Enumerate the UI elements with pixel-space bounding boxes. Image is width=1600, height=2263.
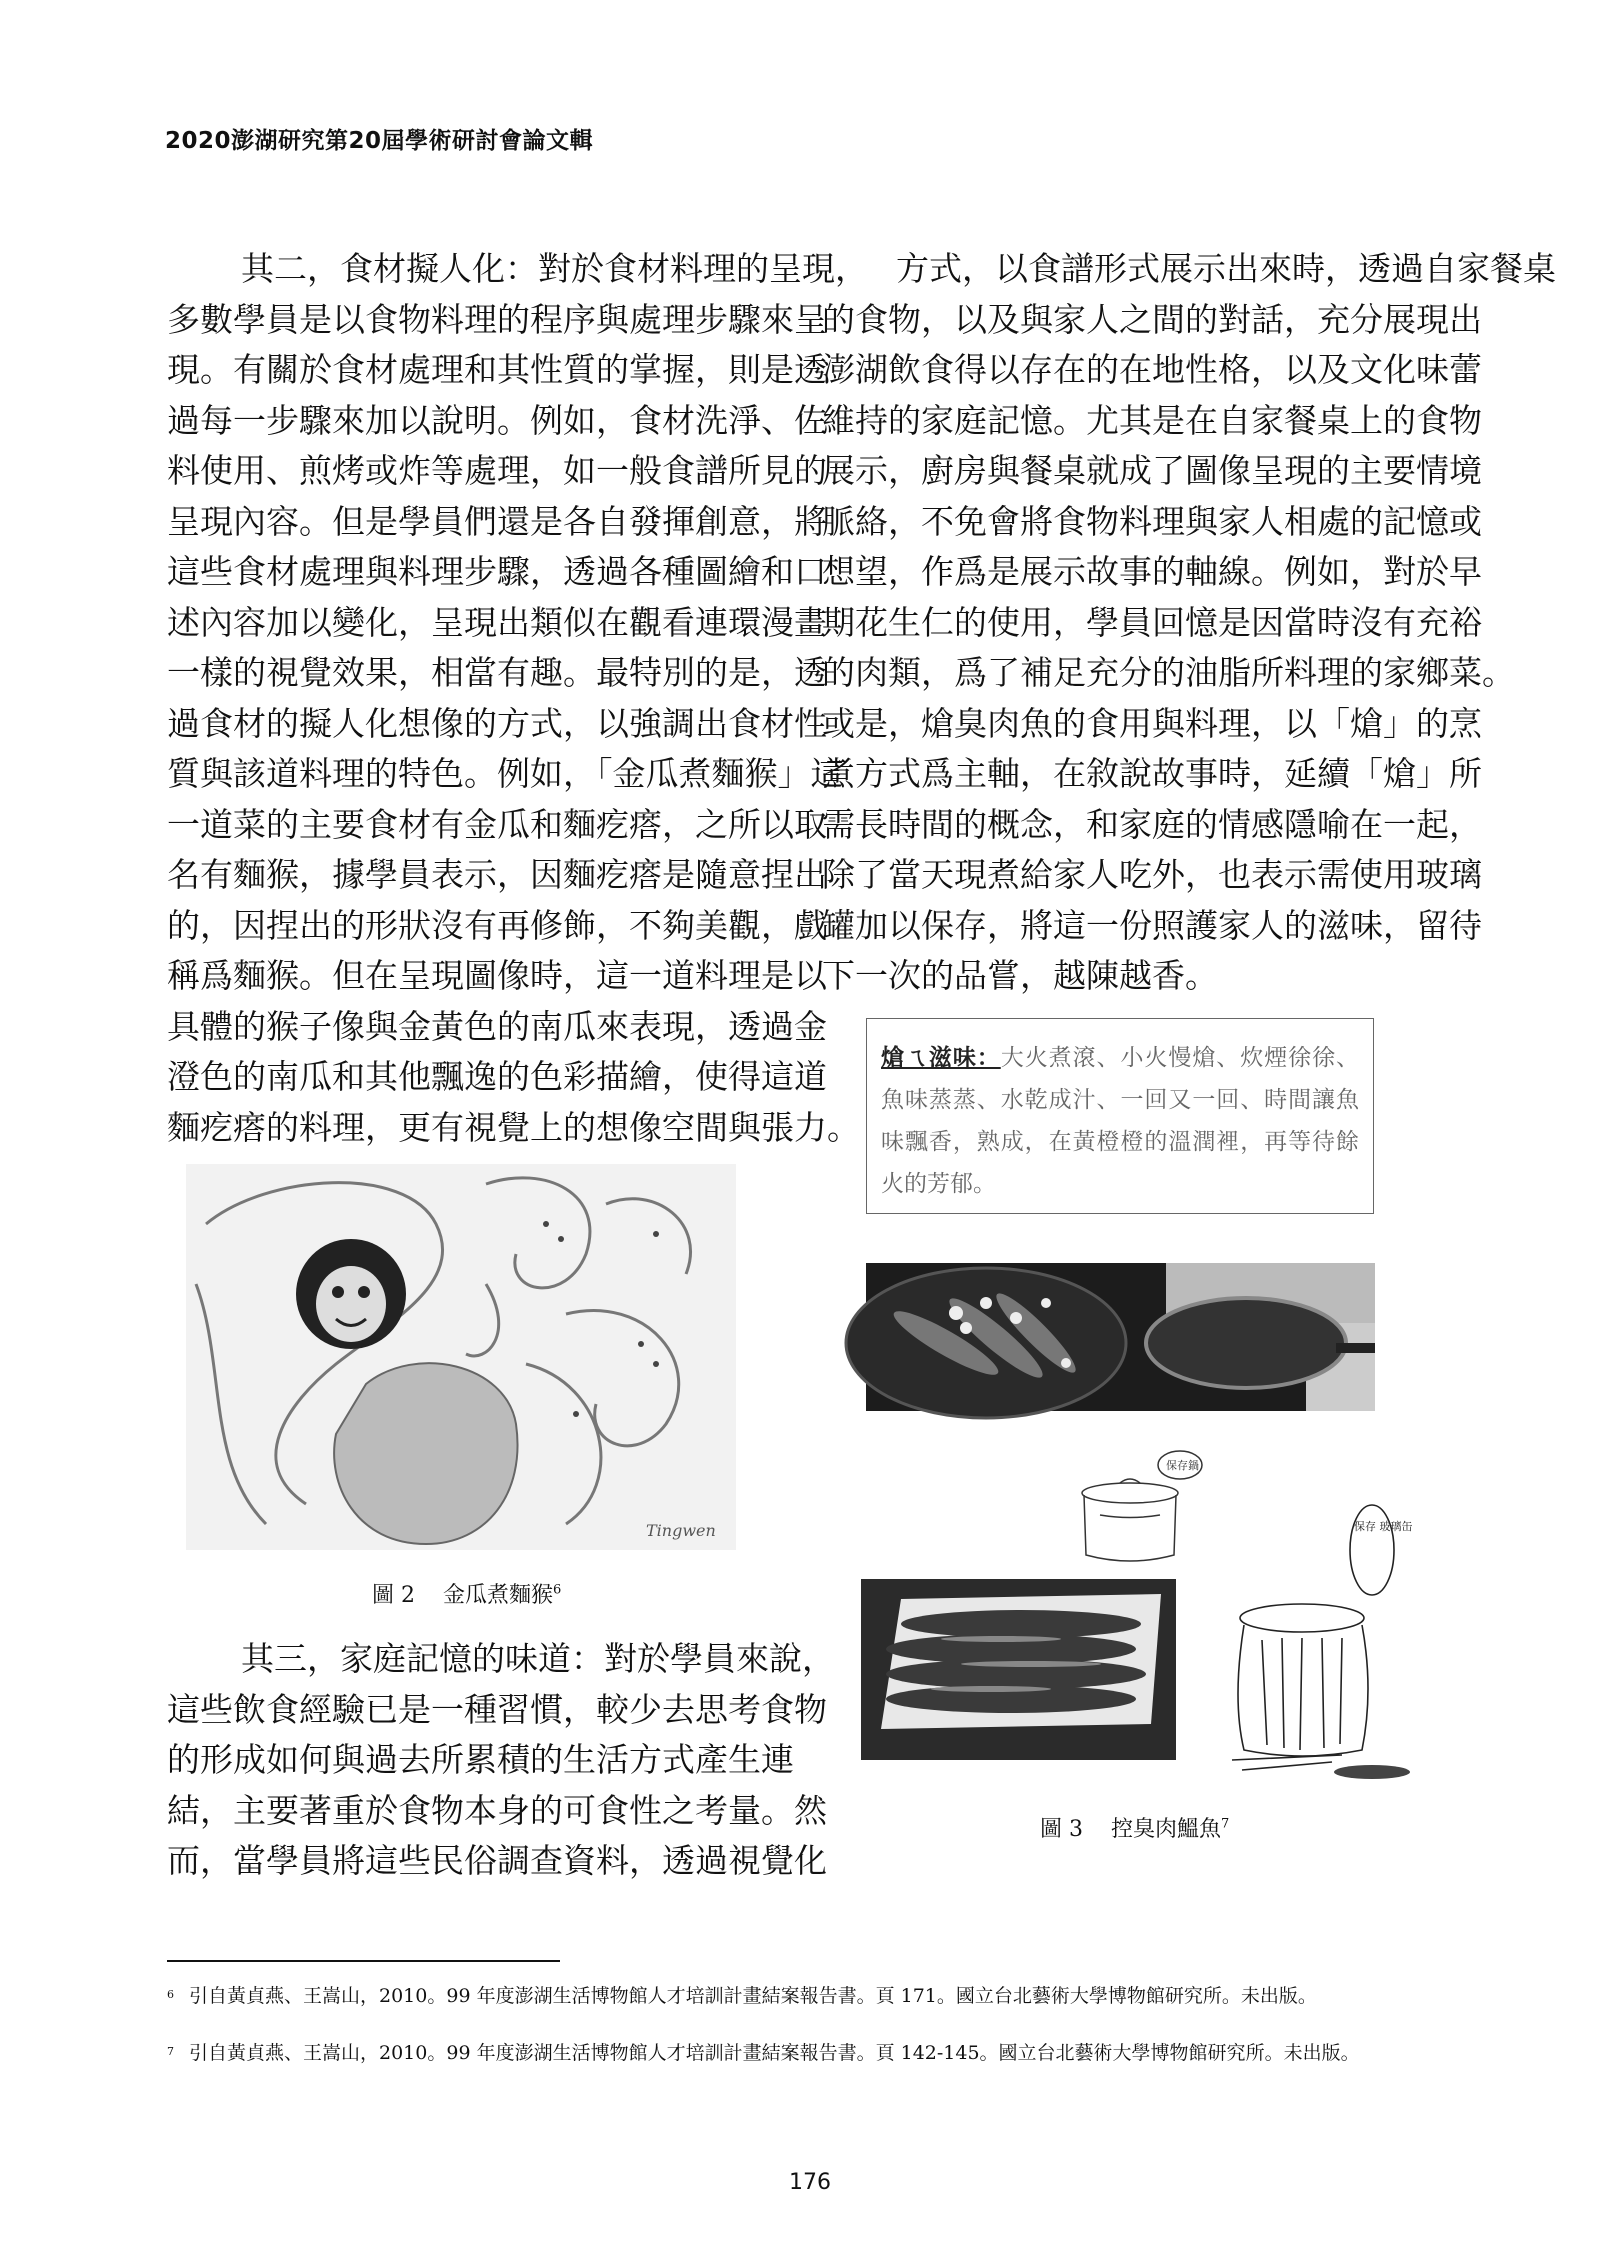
text-line: 述內容加以變化，呈現出類似在觀看連環漫畫 [167,602,827,642]
pot-sketch [1070,1445,1210,1570]
right-paragraph-1 [822,244,1556,1002]
text-line: 一道菜的主要食材有金瓜和麵疙瘩，之所以取 [167,804,827,844]
note-label: 熗ㄟ滋味： [881,1044,1001,1071]
text-line: 現。有關於食材處理和其性質的掌握，則是透 [167,350,827,389]
text-line: 除了當天現煮給家人吃外，也表示需使用玻璃 [822,855,1482,894]
fish-sketch [1334,1765,1410,1779]
note-line: 熗ㄟ滋味：大火煮滾、小火慢熗、炊煙徐徐、 [881,1044,1360,1071]
figure-3-label: 圖 3 [1040,1817,1083,1842]
figure-2-caption [372,1578,561,1609]
text-line: 具體的猴子像與金黃色的南瓜來表現，透過金 [167,1006,827,1046]
text-line: 的，因捏出的形狀沒有再修飾，不夠美觀，戲 [167,905,827,945]
pot-sketch-note: 保存鍋 [1166,1459,1199,1472]
text-line: 或是，熗臭肉魚的食用與料理，以「熗」的烹 [822,703,1482,743]
text-line: 的肉類，爲了補足充分的油脂所料理的家鄉菜。 [822,653,1515,692]
text-line: 過每一步驟來加以說明。例如，食材洗淨、佐 [167,400,827,440]
text-line: 展示，廚房與餐桌就成了圖像呈現的主要情境 [822,451,1482,490]
figure-3-caption [1040,1812,1229,1843]
left-paragraph-1 [167,244,868,1153]
text-line: 結，主要著重於食物本身的可食性之考量。然 [167,1790,827,1830]
text-line: 這些飲食經驗已是一種習慣，較少去思考食物 [167,1689,827,1729]
text-line: 的食物，以及與家人之間的對話，充分展現出 [822,299,1482,339]
artist-signature: Tingwen [646,1521,716,1540]
figure-2-title: 金瓜煮麵猴 [442,1583,553,1608]
footnote-number: 6 [167,1988,174,2001]
jar-sketch [1222,1500,1412,1785]
text-line: 澄色的南瓜和其他飄逸的色彩描繪，使得這道 [167,1057,827,1096]
figure-2-image [186,1164,736,1550]
left-paragraph-2 [167,1634,835,1887]
text-line: 呈現內容。但是學員們還是各自發揮創意，將 [167,501,827,541]
text-line: 澎湖飲食得以存在的在地性格，以及文化味蕾 [822,350,1482,389]
footnote-text: 引自黃貞燕、王嵩山，2010。99 年度澎湖生活博物館人才培訓計畫結案報告書。頁 171。國立台北藝術大學博物館研究所。未出版。 [189,1985,1317,2007]
text-line: 罐加以保存，將這一份照護家人的滋味，留待 [822,905,1482,945]
text-line: 料使用、煎烤或炸等處理，如一般食譜所見的 [167,451,827,490]
figure-3-footnote-ref: 7 [1221,1816,1230,1832]
page-number: 176 [789,2170,831,2195]
text-line: 煮方式爲主軸，在敘說故事時，延續「熗」所 [822,754,1482,793]
jar-sketch-note: 保存 玻璃缶 [1354,1520,1413,1533]
text-line: 多數學員是以食物料理的程序與處理步驟來呈 [167,299,827,339]
text-line: 期花生仁的使用，學員回憶是因當時沒有充裕 [822,602,1482,642]
text-line: 方式，以食譜形式展示出來時，透過自家餐桌 [896,249,1556,288]
note-line: 魚味蒸蒸、水乾成汁、一回又一回、時間讓魚 [881,1087,1359,1113]
text-line: 下一次的品嘗，越陳越香。 [822,956,1218,995]
text-line: 的形成如何與過去所累積的生活方式產生連 [167,1740,794,1779]
fish-on-plate-photo [861,1579,1176,1760]
note-line: 味飄香，熟成，在黃橙橙的溫潤裡，再等待餘 [881,1129,1359,1155]
text-line: 質與該道料理的特色。例如，「金瓜煮麵猴」這 [167,754,844,793]
text-line: 名有麵猴，據學員表示，因麵疙瘩是隨意捏出 [167,855,827,894]
figure-3-plate-photo [861,1579,1176,1760]
footnote-number: 7 [167,2045,174,2058]
text-line: 過食材的擬人化想像的方式，以強調出食材性 [167,703,827,743]
text-line: 想望，作爲是展示故事的軸線。例如，對於早 [822,552,1482,591]
footnote-6 [167,1983,1422,2010]
text-line: 其二，食材擬人化：對於食材料理的呈現， [241,249,868,288]
footnote-text: 引自黃貞燕、王嵩山，2010。99 年度澎湖生活博物館人才培訓計畫結案報告書。頁 142-145。國立台北藝術大學博物館研究所。未出版。 [189,2042,1360,2064]
text-line: 脈絡，不免會將食物料理與家人相處的記憶或 [822,501,1482,541]
text-line: 維持的家庭記憶。尤其是在自家餐桌上的食物 [822,400,1482,440]
text-line: 這些食材處理與料理步驟，透過各種圖繪和口 [167,552,827,591]
recipe-note-box [866,1018,1374,1214]
text-line: 麵疙瘩的料理，更有視覺上的想像空間與張力。 [167,1107,860,1147]
figure-2-footnote-ref: 6 [553,1582,562,1598]
footnote-7 [167,2040,1422,2067]
note-line: 火的芳郁。 [881,1171,996,1197]
text-line: 需長時間的概念，和家庭的情感隱喻在一起， [822,804,1482,844]
text-line: 其三，家庭記憶的味道：對於學員來說， [241,1639,835,1678]
figure-3-cooking-photo [866,1263,1375,1411]
running-header: 2020澎湖研究第20屆學術研討會論文輯 [165,128,594,154]
text-line: 而，當學員將這些民俗調查資料，透過視覺化 [167,1841,827,1880]
monkey-pumpkin-sketch [186,1164,736,1550]
figure-3-title: 控臭肉鰮魚 [1110,1817,1221,1842]
frying-fish-photo [866,1263,1375,1411]
figure-2-label: 圖 2 [372,1583,415,1608]
footnote-divider [167,1960,560,1962]
text-line: 一樣的視覺效果，相當有趣。最特別的是，透 [167,653,827,692]
text-line: 稱爲麵猴。但在呈現圖像時，這一道料理是以 [167,956,827,995]
